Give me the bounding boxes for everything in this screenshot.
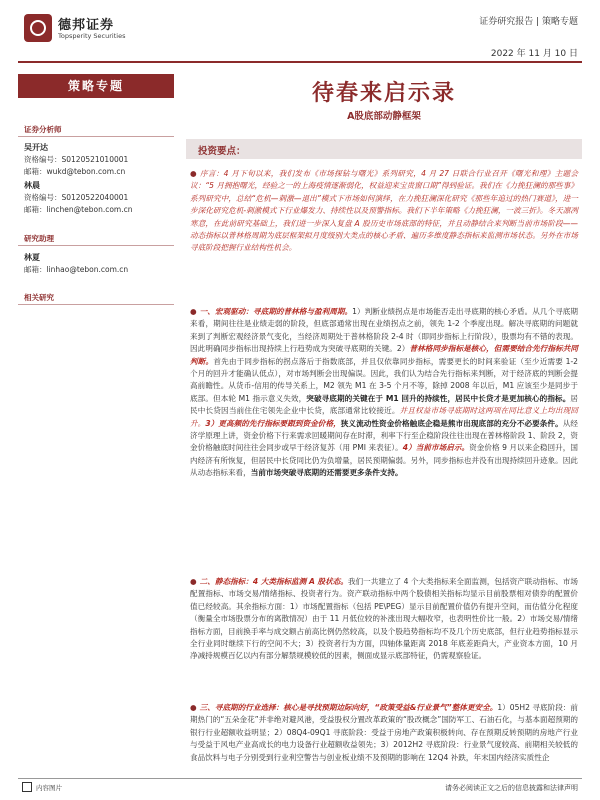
- assistant-name: 林夏: [24, 253, 40, 262]
- sidebar-band: 策略专题: [18, 74, 174, 98]
- section-1-highlight: 3）更高频的先行指标要跟到资金价格，: [205, 418, 341, 428]
- assistant-section-title: 研究助理: [24, 234, 54, 243]
- bullet-icon: ●: [190, 169, 197, 178]
- points-band: [186, 139, 582, 159]
- sidebar-rule: [18, 304, 174, 305]
- analyst-email-1: 邮箱：wukd@tebon.com.cn: [24, 167, 126, 176]
- logo-en-text: Topsperity Securities: [58, 32, 126, 40]
- company-logo: [24, 10, 144, 50]
- bullet-icon: ●: [190, 703, 197, 712]
- qr-code-icon: [22, 782, 32, 792]
- analyst-cert-1: 资格编号：S0120521010001: [24, 155, 129, 164]
- bullet-icon: ●: [190, 577, 197, 586]
- section-1-text-d: 从经济学原理上讲，资金价格下行来需求回暖期间存在时滞，利率下行至企稳阶段往往出现在普林格阶段 1、阶段 2，资金价格触底时间往往会同步或早于经济复苏（用 PMI 来表征）。: [190, 418, 578, 453]
- sidebar-rule: [18, 136, 174, 137]
- logo-icon: [24, 14, 52, 42]
- section-3-paragraph: [190, 702, 578, 764]
- analyst-name-2: 林晨: [24, 181, 40, 190]
- analyst-email-2: 邮箱：linchen@tebon.com.cn: [24, 205, 133, 214]
- section-1-bold: 突破寻底期的关键在于 M1 回升的持续性，居民中长贷才是更加核心的指标。: [306, 393, 571, 403]
- section-2-text: 我们一共建立了 4 个大类指标来全面监测，包括资产联动指标、市场配置指标、市场交易/情绪指标、投资者行为。资产联动指标中两个股债相关指标均显示目前股票相对债券的配置价值已经较高。其余指标方面：1）市场配置指标（包括 PE\PEG）显示目前配置价值仍有提升空间，而估值分化程度（衡量全市场股票分布的离散情况）由于 11 月低位较的补涨出现大幅收窄，也表明性价比一般。2）市场交易/情绪指标方面，目前换手率与成交额占前高比例仍然较高，以及个股趋势指标均不及几个历史底部，但行业趋势指标显示全行业同时继续下行的空间不大；3）投资者行为方面，四轴体量距离 2018 年底差距尚大，产业资本方面，10 月净减持规模百亿以内有部分解禁规模较低的因素，侧面成显示底部特征，仍需观察验证。: [190, 577, 579, 661]
- header-divider: [18, 61, 582, 63]
- assistant-email: 邮箱：linhao@tebon.com.cn: [24, 265, 129, 274]
- section-1-text-e: 资金价格 9 月以来企稳回升，国内经济有所恢复，但居民中长贷同比仍为负增量，居民预期偏弱。另外，同步指标也并没有出现持续回升迹象。因此从动态指标来看，: [190, 443, 578, 478]
- footer-disclaimer: 请务必阅读正文之后的信息披露和法律声明: [445, 784, 578, 792]
- sidebar-rule: [18, 245, 174, 246]
- section-1-text-a: 1）判断业绩拐点是市场能否走出寻底期的核心矛盾。从几个寻底期来看，期间往往是业绩走弱的阶段，但底部通常出现在业绩拐点之前，领先 1-2 个季度出现。解决寻底期的问题就来到了判断宏观经济景气变化，当经济周期处于普林格阶段 2-4 时（即同步指标上行阶段），股票均有不错的表现。因此明确同步指标出现持续上行趋势成为突破寻底期的关键。2）: [190, 307, 578, 354]
- page-title: 待春来启示录: [311, 81, 456, 106]
- intro-text: 序言：4 月下旬以来，我们发布《市场探钻与曙光》系列研究，4 月 27 日联合行业召开《曙光和理》主题会议：“5 月拥抱曙光，经验之一的上海疫情逐渐弱化，权益迎来宝贵窗口期”得到验证。我们在《力挽狂澜的那些事》系列研究中，总结“危机—刺激—退出”模式下市场如何演绎，在力挽狂澜深化研究《那些年追过的热门赛道》，进一步深化研究危机-刺激模式下行业爆发力、持续性以及预警指标。我们下半年策略《力挽狂澜，一波三折》。冬天凛冽寒意，在此前研究基础上，我们进一步深入复盘 A 股历史市场底部的特征，并且动静结合来判断当前市场阶段——动态指标以普林格周期为底层框架拟月度级别大类点的核心矛盾、遍历多维度静态指标来监测市场状态。另外在市场寻底阶段把握行业结构性机会。: [190, 169, 578, 253]
- section-2-lead: 二、静态指标：4 大类指标监测 A 股状态。: [199, 577, 348, 586]
- footer-divider: [18, 778, 582, 779]
- page-subtitle: A股底部动静框架: [347, 111, 421, 122]
- section-3-text: 1）05H2 寻底阶段：前期热门的“五朵金花”并非绝对避风港，受益股权分置改革政策的“股改概念”国防军工、石油石化，与基本面超预期的银行行业超额收益明显；2）08Q4-09Q1 寻底阶段：受益于房地产政策积极转向、存在预期反转预期的房地产行业与受益于风电产业高成长的电力设备行业超额收益领先；3）2012H2 寻底阶段：行业景气度较高、前期相关较低的食品饮料与电子分别受到行业利空警告与创业板业绩不及预期的影响在 12Q4 补跌，年末国内经济实质性企: [190, 703, 578, 762]
- section-1-text-c: 居民中长贷因当前住住宅领先企业中长贷，底部通常比较接近。: [190, 393, 578, 416]
- intro-paragraph: [190, 168, 578, 255]
- section-1-highlight-2: 4）当前市场启示。: [402, 443, 470, 453]
- points-label: 投资要点：: [198, 146, 246, 157]
- section-1-paragraph: [190, 306, 578, 480]
- section-1-text-b: 首先由于同步指标的拐点落后于指数底部，并且仅依靠同步指标，需要更长的时间来验证（至少近需要 1-2 个月的回升才能确认低点），对市场判断会出现偏误。因此，我们认为结合先行指标来判断，对于经济底的判断会提高前瞻性。从货币-信用的传导关系上，M2 领先 M1 在 3-5 个月不等，除掉 2008 年以后，M1 应该至少是同步于底部。但本轮 M1 指示意义失效，: [190, 356, 579, 403]
- section-3-lead: 三、寻底期的行业选择：核心是寻找预期边际向好，“政策受益&行业景气”整体更安全。: [199, 703, 498, 712]
- bullet-icon: ●: [190, 307, 197, 316]
- footer-id: 内容图片: [36, 784, 62, 792]
- section-1-lead: 一、宏观驱动：寻底期的普林格与盈利周期。: [199, 307, 353, 316]
- section-2-paragraph: [190, 576, 578, 663]
- section-1-bold-3: 当前市场突破寻底期的还需要更多条件支持。: [250, 468, 403, 478]
- analyst-name-1: 吴开达: [24, 143, 48, 152]
- analyst-cert-2: 资格编号：S0120522040001: [24, 193, 129, 202]
- logo-cn-text: 德邦证券: [58, 18, 115, 33]
- section-1-bold-2: 狭义流动性资金价格触底企稳是熊市出现底部的充分不必要条件。: [340, 418, 563, 428]
- report-date: 2022 年 11 月 10 日: [490, 49, 578, 59]
- section-1-red-2: 并且权益市场寻底期时这两项在同比意义上均出现回升。: [190, 406, 578, 428]
- analyst-section-title: 证券分析师: [24, 125, 62, 134]
- related-section-title: 相关研究: [24, 293, 54, 302]
- report-type: 证券研究报告 | 策略专题: [479, 17, 578, 27]
- section-1-red: 普林格同步指标是核心，但需要结合先行指标共同判断。: [190, 344, 579, 366]
